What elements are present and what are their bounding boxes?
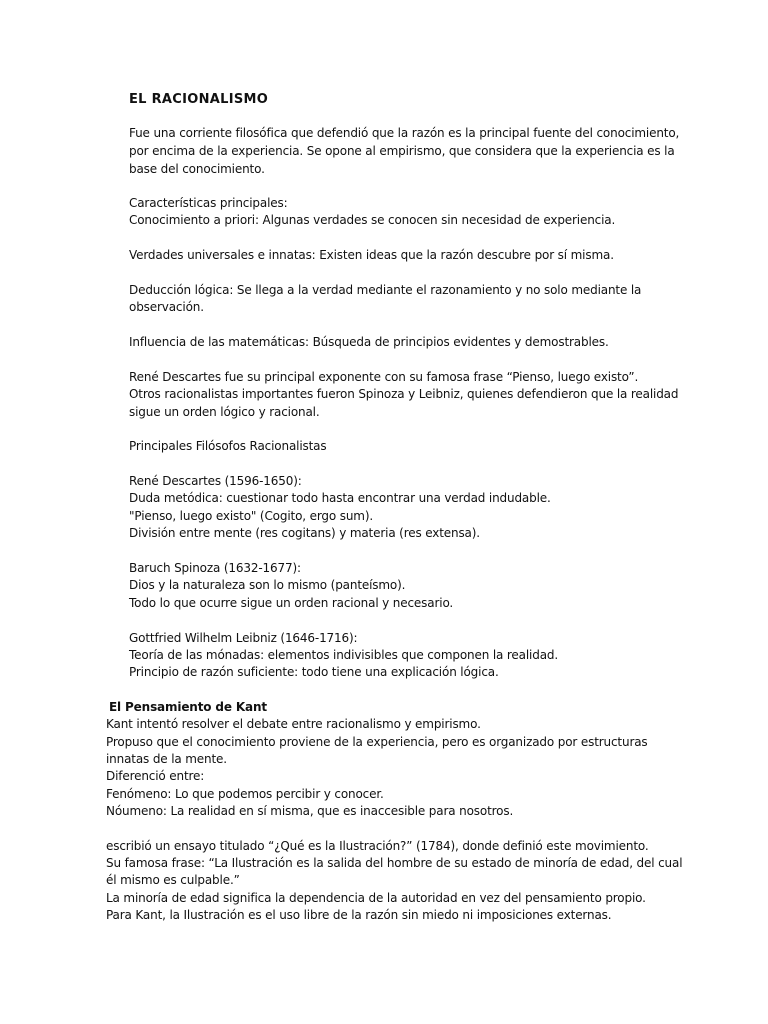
philosopher-point: Teoría de las mónadas: elementos indivisibles que componen la realidad. — [129, 648, 559, 662]
intro-line: base del conocimiento. — [129, 162, 265, 176]
illustration-line: La minoría de edad significa la dependencia de la autoridad en vez del pensamiento propio. — [106, 891, 646, 905]
intro-line: Fue una corriente filosófica que defendió que la razón es la principal fuente del conocimiento, — [129, 126, 680, 140]
philosopher-name: Gottfried Wilhelm Leibniz (1646-1716): — [129, 631, 358, 645]
kant-line: innatas de la mente. — [106, 752, 227, 766]
characteristic-item: Influencia de las matemáticas: Búsqueda de principios evidentes y demostrables. — [129, 335, 609, 349]
kant-line: Propuso que el conocimiento proviene de la experiencia, pero es organizado por estructuras — [106, 735, 648, 749]
descartes-paragraph-line: René Descartes fue su principal exponente con su famosa frase “Pienso, luego existo”. — [129, 370, 639, 384]
kant-line: Kant intentó resolver el debate entre racionalismo y empirismo. — [106, 717, 481, 731]
philosopher-point: "Pienso, luego existo" (Cogito, ergo sum). — [129, 509, 374, 523]
illustration-line: Su famosa frase: “La Ilustración es la salida del hombre de su estado de minoría de edad, del cual — [106, 856, 683, 870]
kant-line: Nóumeno: La realidad en sí misma, que es inaccesible para nosotros. — [106, 804, 514, 818]
philosopher-point: Principio de razón suficiente: todo tiene una explicación lógica. — [129, 665, 499, 679]
philosopher-name: Baruch Spinoza (1632-1677): — [129, 561, 301, 575]
philosopher-point: Dios y la naturaleza son lo mismo (panteísmo). — [129, 578, 406, 592]
philosophers-heading: Principales Filósofos Racionalistas — [129, 439, 327, 453]
characteristic-item: Deducción lógica: Se llega a la verdad mediante el razonamiento y no solo mediante la — [129, 283, 642, 297]
illustration-line: escribió un ensayo titulado “¿Qué es la Ilustración?” (1784), donde definió este movimiento. — [106, 839, 649, 853]
descartes-paragraph-line: Otros racionalistas importantes fueron Spinoza y Leibniz, quienes defendieron que la realidad — [129, 387, 679, 401]
philosopher-point: División entre mente (res cogitans) y materia (res extensa). — [129, 526, 480, 540]
philosopher-name: René Descartes (1596-1650): — [129, 474, 302, 488]
characteristic-item: Verdades universales e innatas: Existen ideas que la razón descubre por sí misma. — [129, 248, 614, 262]
illustration-line: Para Kant, la Ilustración es el uso libre de la razón sin miedo ni imposiciones externas. — [106, 908, 612, 922]
philosopher-point: Todo lo que ocurre sigue un orden racional y necesario. — [129, 596, 454, 610]
kant-heading: El Pensamiento de Kant — [109, 700, 267, 714]
characteristic-item: observación. — [129, 300, 204, 314]
descartes-paragraph-line: sigue un orden lógico y racional. — [129, 405, 320, 419]
intro-line: por encima de la experiencia. Se opone al empirismo, que considera que la experiencia es la — [129, 144, 675, 158]
document-title: EL RACIONALISMO — [129, 92, 269, 107]
illustration-line: él mismo es culpable.” — [106, 873, 240, 887]
kant-line: Fenómeno: Lo que podemos percibir y conocer. — [106, 787, 384, 801]
kant-line: Diferenció entre: — [106, 769, 205, 783]
characteristic-item: Conocimiento a priori: Algunas verdades se conocen sin necesidad de experiencia. — [129, 213, 616, 227]
philosopher-point: Duda metódica: cuestionar todo hasta encontrar una verdad indudable. — [129, 491, 551, 505]
characteristics-heading: Características principales: — [129, 196, 288, 210]
